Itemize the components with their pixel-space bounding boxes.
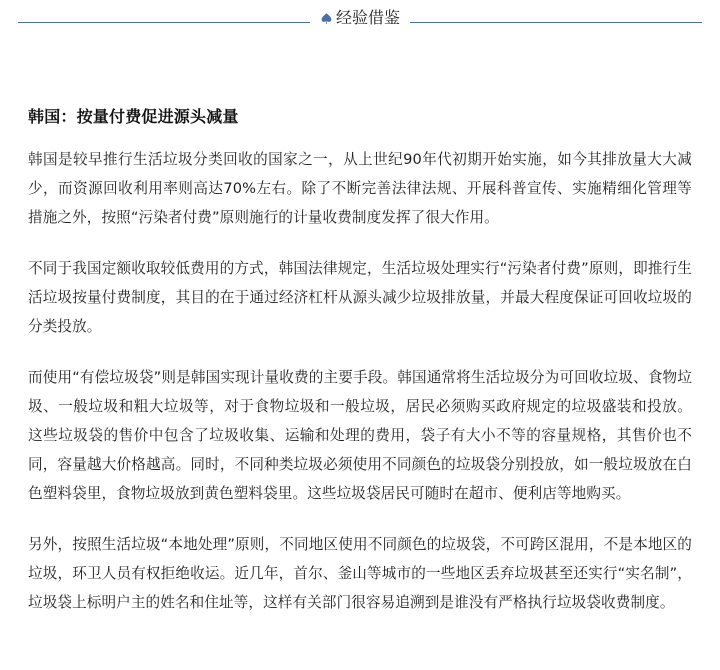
header-title-text: 经验借鉴 <box>335 8 400 27</box>
header-title-group <box>0 10 720 26</box>
paragraph-3: 而使用“有偿垃圾袋”则是韩国实现计量收费的主要手段。韩国通常将生活垃圾分为可回收垃圾、食物垃圾、一般垃圾和粗大垃圾等，对于食物垃圾和一般垃圾，居民必须购买政府规定的垃圾盛装和投放。 这些垃圾袋的售价中包含了垃圾收集、运输和处理的费用，袋子有大小不等的容量规格，其售价也不同，容量越大价格越高。同时，不同种类垃圾必须使用不同颜色的垃圾袋分别投放，如一般垃圾放在白色塑料袋里，食物垃圾放到黄色塑料袋里。这些垃圾袋居民可随时在超市、便利店等地购买。 <box>28 369 692 502</box>
article-body <box>0 44 720 617</box>
page-header <box>0 0 720 44</box>
paragraph-4: 另外，按照生活垃圾“本地处理”原则，不同地区使用不同颜色的垃圾袋，不可跨区混用，不是本地区的垃圾，环卫人员有权拒绝收运。近几年，首尔、釜山等城市的一些地区丢弃垃圾甚至还实行“实名制”，垃圾袋上标明户主的姓名和住址等，这样有关部门很容易追溯到是谁没有严格执行垃圾袋收费制度。 <box>28 536 692 611</box>
paragraph-2: 不同于我国定额收取较低费用的方式，韩国法律规定，生活垃圾处理实行“污染者付费”原则，即推行生活垃圾按量付费制度，其目的在于通过经济杠杆从源头减少垃圾排放量，并最大程度保证可回收垃圾的分类投放。 <box>28 260 692 335</box>
page-title: 韩国：按量付费促进源头减量 <box>28 107 239 126</box>
spade-leaf-icon <box>320 12 333 25</box>
paragraph-1: 韩国是较早推行生活垃圾分类回收的国家之一，从上世纪90年代初期开始实施，如今其排放量大大减少，而资源回收利用率则高达70%左右。除了不断完善法律法规、开展科普宣传、实施精细化管理等措施之外，按照“污染者付费”原则施行的计量收费制度发挥了很大作用。 <box>28 151 692 226</box>
